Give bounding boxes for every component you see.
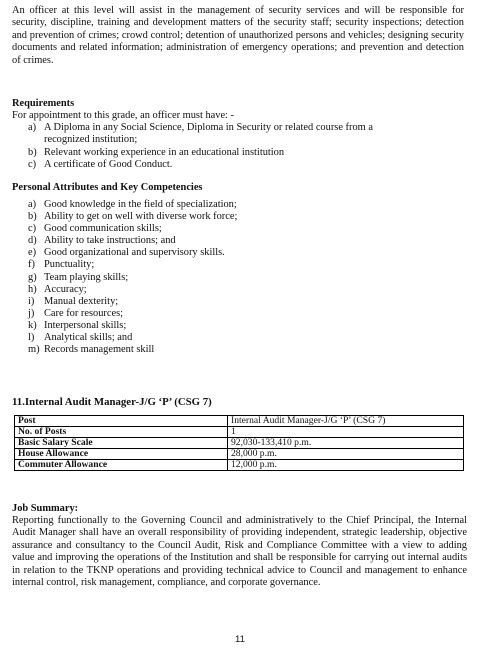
list-item-text: Accuracy; <box>44 283 87 295</box>
table-row <box>15 460 464 471</box>
list-item-text: Manual dexterity; <box>44 295 119 307</box>
list-item-text: A certificate of Good Conduct. <box>44 159 173 171</box>
list-item <box>28 272 408 284</box>
list-item <box>28 320 408 332</box>
table-cell-label: Post <box>15 416 228 427</box>
list-item-text: Records management skill <box>44 344 155 356</box>
list-marker: c) <box>28 159 37 171</box>
list-item-text: Good knowledge in the field of specialization; <box>44 199 237 210</box>
list-marker: a) <box>28 199 37 210</box>
list-item <box>28 332 408 344</box>
list-item <box>28 235 408 247</box>
list-item <box>28 308 408 320</box>
job-summary-paragraph: Reporting functionally to the Governing Council and administratively to the Chief Principal, the Internal Audit Manager shall have an overall responsibility of providing independent, strategic leadership, objective assurance and consultancy to the Council Audit, Risk and Compliance Committee with a view to adding value and improving the operations of the Institution and shall be responsible for carrying out internal audits in relation to the TKNP operations and providing technical advice to Council and management to enhance internal control, risk management, compliance, and corporate governance. <box>12 515 467 589</box>
section-heading: 11.Internal Audit Manager-J/G ‘P’ (CSG 7) <box>12 396 212 408</box>
list-marker: l) <box>28 332 35 344</box>
list-item-text: Relevant working experience in an educational institution <box>44 146 285 158</box>
list-marker: k) <box>28 319 37 331</box>
list-marker: f) <box>28 259 35 271</box>
list-marker: i) <box>28 295 35 307</box>
list-item <box>28 122 428 147</box>
page-number: 11 <box>235 634 245 645</box>
requirements-subtitle: For appointment to this grade, an officer must have: - <box>12 110 234 121</box>
list-marker: b) <box>28 211 37 223</box>
table-cell-value: 12,000 p.m. <box>228 460 464 471</box>
list-marker: a) <box>28 122 37 133</box>
list-marker: c) <box>28 223 37 235</box>
intro-paragraph: An officer at this level will assist in the management of security services and will be responsible for security, discipline, training and development matters of the security staff; security inspections; detection and prevention of crimes; crowd control; detention of unauthorized persons and vehicles; designing security documents and related information; administration of emergency operations; and prevention and detection of crimes. <box>12 5 464 66</box>
table-row <box>15 416 464 427</box>
list-marker: m) <box>28 344 40 356</box>
list-item-text: Interpersonal skills; <box>44 319 127 331</box>
list-item <box>28 223 408 235</box>
table-row <box>15 438 464 449</box>
attributes-heading: Personal Attributes and Key Competencies <box>12 182 203 193</box>
table-cell-value: Internal Audit Manager-J/G ‘P’ (CSG 7) <box>228 416 464 427</box>
list-item-text: A Diploma in any Social Science, Diploma in Security or related course from a recognized institution; <box>44 122 373 146</box>
table-cell-value: 92,030-133,410 p.m. <box>228 438 464 449</box>
list-item <box>28 296 408 308</box>
table-cell-label: No. of Posts <box>15 427 228 438</box>
table-cell-label: Commuter Allowance <box>15 460 228 471</box>
list-marker: j) <box>28 307 35 319</box>
list-marker: b) <box>28 146 37 158</box>
list-item-text: Ability to take instructions; and <box>44 235 176 247</box>
table-cell-value: 28,000 p.m. <box>228 449 464 460</box>
list-marker: g) <box>28 271 37 283</box>
list-marker: d) <box>28 235 37 247</box>
list-item-text: Good communication skills; <box>44 223 162 235</box>
table-cell-label: House Allowance <box>15 449 228 460</box>
post-details-table <box>14 415 464 471</box>
list-item <box>28 284 408 296</box>
list-item-text: Ability to get on well with diverse work force; <box>44 211 238 223</box>
requirements-list <box>28 122 428 172</box>
list-item <box>28 344 408 356</box>
attributes-list <box>28 199 408 356</box>
list-item <box>28 211 408 223</box>
list-item <box>28 247 408 259</box>
list-item <box>28 159 428 171</box>
list-item-text: Punctuality; <box>44 259 95 271</box>
requirements-heading: Requirements <box>12 98 75 109</box>
list-item <box>28 259 408 271</box>
list-item-text: Analytical skills; and <box>44 332 133 344</box>
list-item <box>28 147 428 159</box>
list-item-text: Care for resources; <box>44 307 124 319</box>
list-item <box>28 199 408 211</box>
list-marker: h) <box>28 283 37 295</box>
list-item-text: Good organizational and supervisory skills. <box>44 247 225 259</box>
table-row <box>15 449 464 460</box>
table-cell-value: 1 <box>228 427 464 438</box>
table-row <box>15 427 464 438</box>
list-marker: e) <box>28 247 37 259</box>
job-summary-heading: Job Summary: <box>12 503 79 514</box>
list-item-text: Team playing skills; <box>44 271 129 283</box>
table-cell-label: Basic Salary Scale <box>15 438 228 449</box>
